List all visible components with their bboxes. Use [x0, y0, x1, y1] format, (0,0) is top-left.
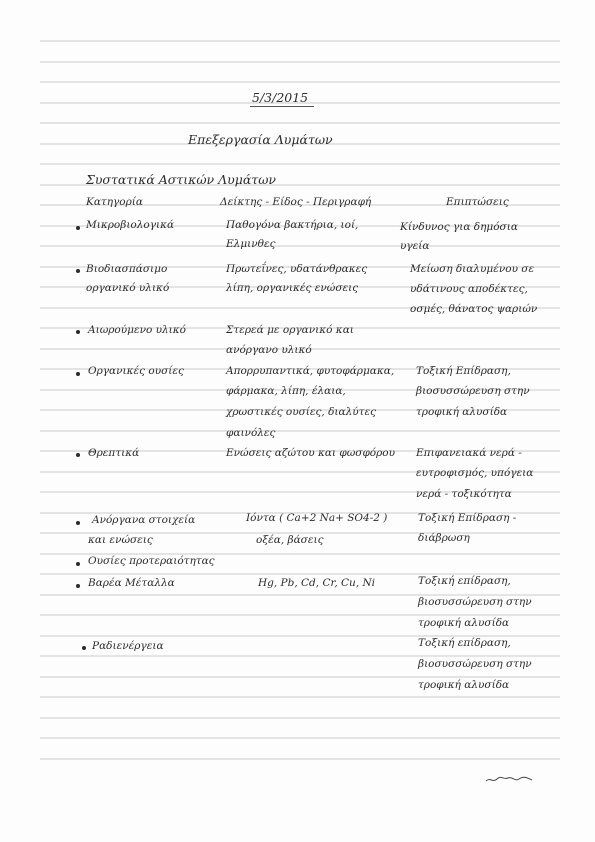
- row-effects: διάβρωση: [418, 532, 470, 544]
- row-effects: νερά - τοξικότητα: [416, 488, 512, 500]
- row-category: Ραδιενέργεια: [92, 640, 164, 652]
- row-effects: Τοξική επίδραση,: [418, 575, 511, 587]
- column-header-description: Δείκτης - Είδος - Περιγραφή: [220, 196, 372, 208]
- page-date: 5/3/2015: [252, 90, 309, 105]
- row-effects: βιοσυσσώρευση στην: [416, 385, 530, 397]
- row-category: Οργανικές ουσίες: [88, 365, 184, 377]
- row-effects: τροφική αλυσίδα: [418, 617, 510, 629]
- row-category: και ενώσεις: [88, 534, 153, 546]
- row-description: Hg, Pb, Cd, Cr, Cu, Ni: [258, 577, 376, 589]
- row-description: Απορρυπαντικά, φυτοφάρμακα,: [226, 365, 395, 377]
- row-description: λίπη, οργανικές ενώσεις: [226, 282, 359, 294]
- bullet-icon: [76, 372, 80, 376]
- bullet-icon: [76, 330, 80, 334]
- row-effects: Κίνδυνος για δημόσια: [400, 221, 518, 233]
- row-category: Ουσίες προτεραιότητας: [88, 555, 215, 567]
- row-description: φαινόλες: [226, 427, 276, 439]
- bullet-icon: [82, 646, 86, 650]
- row-description: Ελμινθες: [226, 238, 276, 250]
- column-header-category: Κατηγορία: [86, 196, 144, 208]
- bullet-icon: [76, 562, 80, 566]
- row-description: Ιόντα ( Ca+2 Na+ SO4-2 ): [246, 512, 388, 524]
- row-effects: Επιφανειακά νερά -: [416, 447, 522, 459]
- row-effects: τροφική αλυσίδα: [416, 406, 508, 418]
- row-effects: Μείωση διαλυμένου σε: [410, 263, 535, 275]
- row-effects: Τοξική επίδραση,: [418, 637, 511, 649]
- row-category: Θρεπτικά: [88, 447, 140, 459]
- section-title: Συστατικά Αστικών Λυμάτων: [86, 172, 276, 187]
- date-underline: [250, 106, 314, 107]
- row-description: Πρωτεΐνες, υδατάνθρακες: [226, 263, 368, 275]
- row-category: Βιοδιασπάσιμο: [86, 263, 168, 275]
- row-effects: υγεία: [400, 240, 430, 252]
- bullet-icon: [76, 521, 80, 525]
- row-category: Ανόργανα στοιχεία: [92, 514, 196, 526]
- row-description: Παθογόνα βακτήρια, ιοί,: [226, 219, 359, 231]
- row-effects: βιοσυσσώρευση στην: [418, 658, 532, 670]
- row-description: Στερεά με οργανικό και: [226, 324, 354, 336]
- row-effects: βιοσυσσώρευση στην: [418, 596, 532, 608]
- row-description: χρωστικές ουσίες, διαλύτες: [226, 406, 376, 418]
- bullet-icon: [76, 269, 80, 273]
- row-category: Αιωρούμενο υλικό: [88, 324, 187, 336]
- row-category: Μικροβιολογικά: [86, 219, 175, 231]
- signature-mark: [484, 774, 534, 784]
- row-effects: υδάτινους αποδέκτες,: [410, 283, 528, 295]
- bullet-icon: [76, 226, 80, 230]
- row-category: οργανικό υλικό: [86, 282, 170, 294]
- bullet-icon: [76, 584, 80, 588]
- row-effects: οσμές, θάνατος ψαριών: [410, 303, 538, 315]
- row-effects: Τοξική Επίδραση,: [416, 365, 511, 377]
- page-title: Επεξεργασία Λυμάτων: [188, 132, 333, 147]
- row-effects: Τοξική Επίδραση -: [418, 512, 517, 524]
- bullet-icon: [76, 453, 80, 457]
- row-effects: ευτροφισμός, υπόγεια: [416, 467, 534, 479]
- row-description: ανόργανο υλικό: [226, 344, 312, 356]
- column-header-effects: Επιπτώσεις: [446, 196, 509, 208]
- row-description: Ενώσεις αζώτου και φωσφόρου: [226, 447, 396, 459]
- row-description: οξέα, βάσεις: [256, 534, 324, 546]
- row-category: Βαρέα Μέταλλα: [88, 577, 175, 589]
- row-description: φάρμακα, λίπη, έλαια,: [226, 385, 346, 397]
- row-effects: τροφική αλυσίδα: [418, 679, 510, 691]
